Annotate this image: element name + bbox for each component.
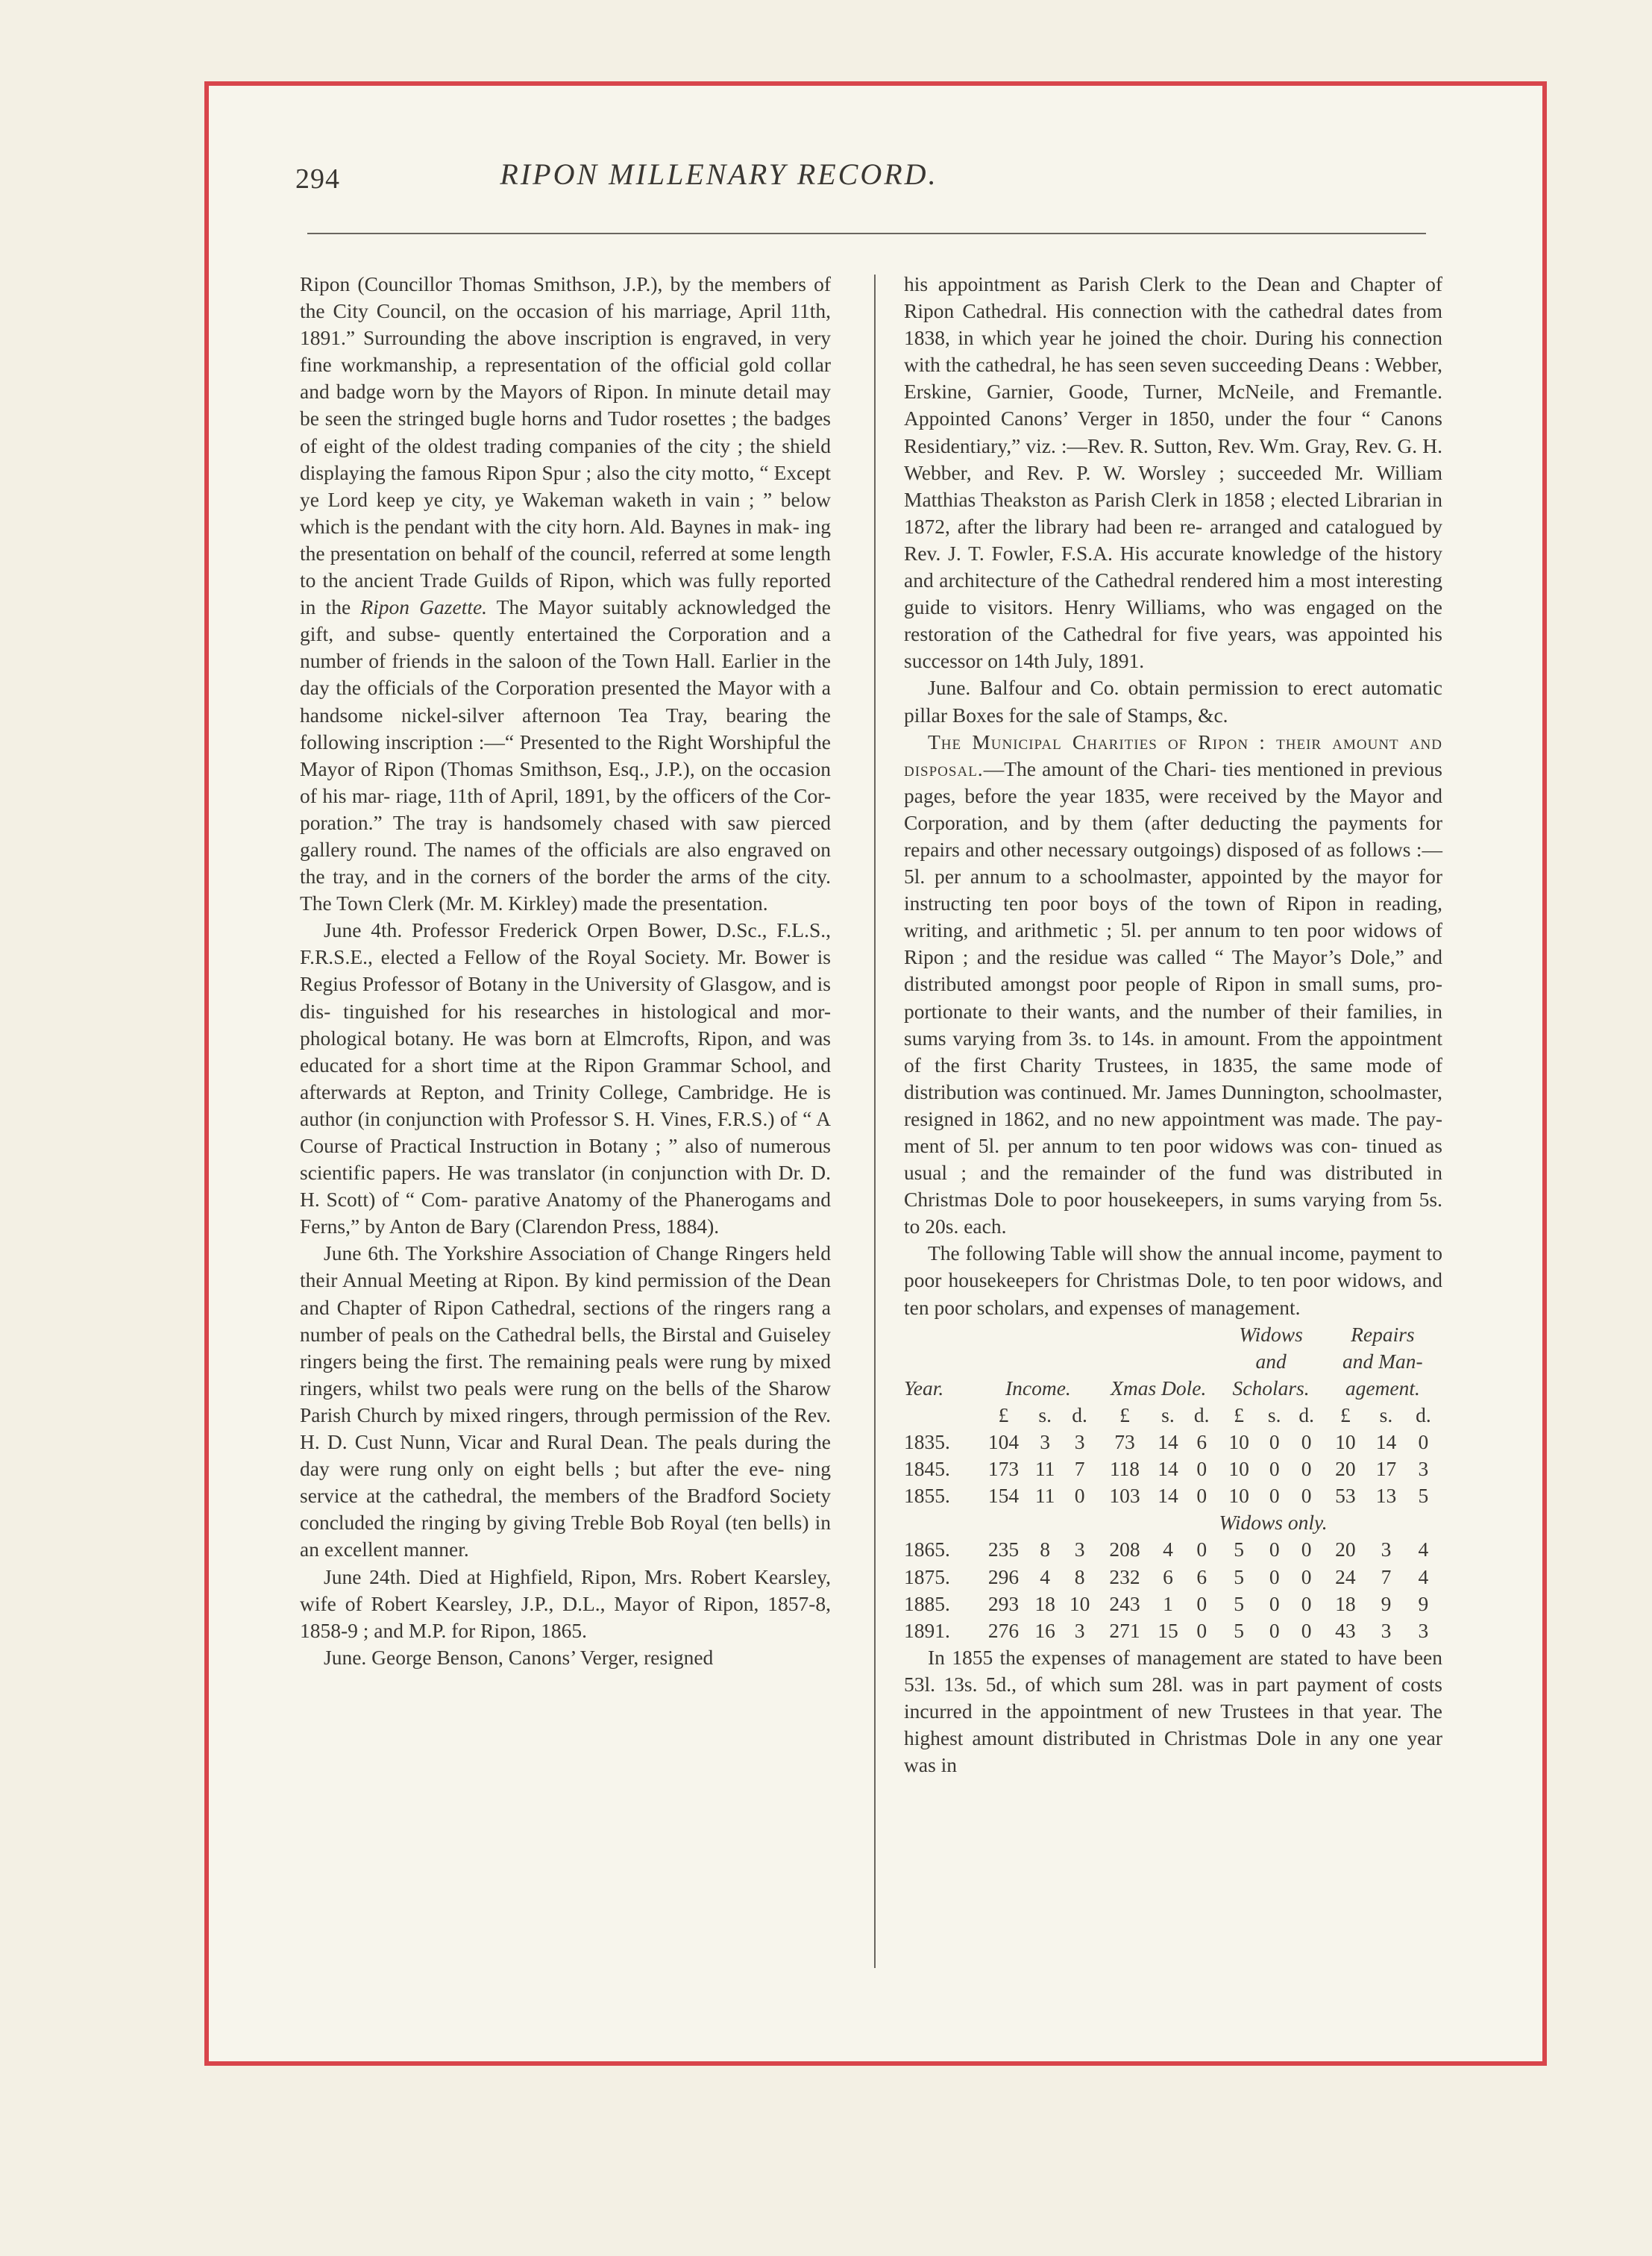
amount-cell: 73 (1114, 1430, 1135, 1454)
left-paragraph: June 24th. Died at Highfield, Ripon, Mrs. Robert Kearsley, wife of Robert Kearsley, J.P., D.L., Mayor of Ripon, 1857-8, 1858-9 ; and M.P. for Ripon, 1865. (300, 1564, 831, 1642)
amount-cell: 118 (1109, 1457, 1140, 1481)
amount-cell: 0 (1269, 1430, 1280, 1454)
amount-cell: 18 (1335, 1591, 1356, 1615)
header-repairs-and: and Man- (1342, 1349, 1423, 1373)
amount-cell: 0 (1196, 1591, 1207, 1615)
unit-cell: £ (1119, 1403, 1130, 1426)
amount-cell: 6 (1163, 1564, 1173, 1588)
amount-cell: 10 (1228, 1457, 1249, 1481)
amount-cell: 7 (1381, 1564, 1392, 1588)
header-scholars: Scholars. (1232, 1376, 1310, 1400)
unit-cell: d. (1072, 1403, 1087, 1426)
amount-cell: 0 (1301, 1484, 1312, 1508)
units-row (904, 1402, 1442, 1429)
amount-cell: 5 (1234, 1538, 1244, 1561)
unit-cell: s. (1379, 1403, 1393, 1426)
amount-cell: 13 (1375, 1484, 1397, 1508)
left-paragraph (300, 271, 831, 917)
amount-cell: 9 (1418, 1591, 1429, 1615)
amount-cell: 15 (1158, 1618, 1178, 1642)
amount-cell: 0 (1196, 1484, 1207, 1508)
amount-cell: 173 (987, 1457, 1020, 1481)
table-row (904, 1536, 1442, 1563)
header-income: Income. (1005, 1376, 1071, 1400)
right-paragraph (904, 729, 1442, 1241)
header-widows-and: and (1255, 1349, 1287, 1373)
amount-cell: 276 (987, 1618, 1020, 1642)
amount-cell: 0 (1269, 1484, 1280, 1508)
charities-table (904, 1321, 1442, 1644)
widows-only-label: Widows only. (1219, 1511, 1328, 1535)
table-header-row (904, 1321, 1442, 1348)
amount-cell: 8 (1074, 1564, 1085, 1588)
year-cell: 1891. (904, 1618, 950, 1642)
gazette-title: Ripon Gazette. (360, 595, 488, 619)
amount-cell: 8 (1040, 1538, 1051, 1561)
amount-cell: 14 (1158, 1484, 1178, 1508)
amount-cell: 5 (1234, 1564, 1244, 1588)
table-row (904, 1591, 1442, 1617)
year-cell: 1885. (904, 1591, 950, 1615)
amount-cell: 1 (1163, 1591, 1173, 1615)
amount-cell: 11 (1034, 1484, 1055, 1508)
year-cell: 1855. (904, 1484, 950, 1508)
section-heading: The Municipal Charities of Ripon : their amount and disposal. (904, 730, 1442, 780)
left-paragraph-text: Ripon (Councillor Thomas Smithson, J.P.), by the members of the City Council, on the occasion of his marriage, April 11th, 1891.” Surrounding the above inscription is engraved, in very fine workmanship, a representation of the official gold collar and badge worn by the Mayors of Ripon. In minute detail may be seen the stringed bugle horns and Tudor rosettes ; the badges of eight of the oldest trading companies of the city ; the shield displaying the famous Ripon Spur ; also the city motto, “ Except ye Lord keep ye city, ye Wakeman waketh in vain ; ” below which is the pendant with the city horn. Ald. Baynes in mak- ing the presentation on behalf of the council, referred at some length to the ancient Trade Guilds of Ripon, which was fully reported in the (300, 272, 831, 619)
table-row (904, 1617, 1442, 1644)
amount-cell: 0 (1196, 1618, 1207, 1642)
amount-cell: 7 (1074, 1457, 1085, 1481)
amount-cell: 0 (1418, 1430, 1429, 1454)
running-title: RIPON MILLENARY RECORD. (500, 157, 938, 191)
amount-cell: 0 (1269, 1591, 1280, 1615)
header-xmas-dole: Xmas Dole. (1111, 1376, 1207, 1400)
amount-cell: 3 (1074, 1538, 1085, 1561)
page-number: 294 (295, 163, 340, 195)
right-paragraph: June. Balfour and Co. obtain permission to erect automatic pillar Boxes for the sale of Stamps, &c. (904, 676, 1442, 727)
amount-cell: 293 (987, 1591, 1020, 1615)
amount-cell: 243 (1109, 1591, 1140, 1615)
unit-cell: s. (1161, 1403, 1175, 1426)
amount-cell: 3 (1074, 1618, 1085, 1642)
amount-cell: 4 (1418, 1538, 1429, 1561)
amount-cell: 0 (1269, 1618, 1280, 1642)
amount-cell: 3 (1381, 1618, 1392, 1642)
right-paragraph: In 1855 the expenses of management are stated to have been 53l. 13s. 5d., of which sum 28l. was in part payment of costs incurred in the appointment of new Trustees in that year. The highest amount distributed in Christmas Dole in any one year was in (904, 1645, 1442, 1777)
amount-cell: 10 (1069, 1591, 1090, 1615)
table-row (904, 1429, 1442, 1456)
amount-cell: 4 (1418, 1564, 1429, 1588)
amount-cell: 11 (1034, 1457, 1055, 1481)
year-cell: 1835. (904, 1430, 950, 1454)
table-header-row (904, 1375, 1442, 1402)
right-paragraph-text: —The amount of the Chari- ties mentioned in previous pages, before the year 1835, were received by the Mayor and Corporation, and by them (after deducting the payments for repairs and other necessary outgoings) disposed of as follows :— 5l. per annum to a schoolmaster, appointed by the mayor for instructing ten poor boys of the town of Ripon in reading, writing, and arithmetic ; 5l. per annum to ten poor widows of Ripon ; and the residue was called “ The Mayor’s Dole,” and distributed amongst poor people of Ripon in small sums, pro- portionate to their wants, and the number of their families, in sums varying from 3s. to 14s. in amount. From the appointment of the first Charity Trustees, in 1835, the same mode of distribution was continued. Mr. James Dunnington, schoolmaster, resigned in 1862, and no new appointment was made. The pay- ment of 5l. per annum to ten poor widows was con- tinued as usual ; and the remainder of the fund was distributed in Christmas Dole to poor housekeepers, in sums varying from 5s. to 20s. each. (904, 756, 1442, 1238)
header-widows: Widows (1239, 1322, 1303, 1346)
amount-cell: 3 (1418, 1618, 1429, 1642)
amount-cell: 235 (987, 1538, 1020, 1561)
amount-cell: 103 (1109, 1484, 1140, 1508)
amount-cell: 0 (1074, 1484, 1085, 1508)
amount-cell: 3 (1074, 1430, 1085, 1454)
unit-cell: s. (1038, 1403, 1052, 1426)
amount-cell: 10 (1335, 1430, 1356, 1454)
header-year: Year. (904, 1376, 944, 1400)
table-row (904, 1564, 1442, 1591)
amount-cell: 5 (1234, 1618, 1244, 1642)
unit-cell: s. (1267, 1403, 1281, 1426)
amount-cell: 0 (1301, 1564, 1312, 1588)
header-repairs: Repairs (1351, 1322, 1415, 1346)
year-cell: 1845. (904, 1457, 950, 1481)
amount-cell: 16 (1034, 1618, 1055, 1642)
unit-cell: £ (998, 1403, 1009, 1426)
amount-cell: 4 (1163, 1538, 1173, 1561)
amount-cell: 53 (1335, 1484, 1356, 1508)
amount-cell: 104 (987, 1430, 1020, 1454)
amount-cell: 271 (1109, 1618, 1140, 1642)
amount-cell: 232 (1109, 1564, 1140, 1588)
amount-cell: 3 (1381, 1538, 1392, 1561)
amount-cell: 6 (1196, 1564, 1207, 1588)
amount-cell: 0 (1301, 1618, 1312, 1642)
table-row (904, 1456, 1442, 1482)
amount-cell: 208 (1109, 1538, 1140, 1561)
amount-cell: 6 (1196, 1430, 1207, 1454)
amount-cell: 5 (1234, 1591, 1244, 1615)
year-cell: 1875. (904, 1564, 950, 1588)
left-paragraph-text: The Mayor suitably acknowledged the gift, and subse- quently entertained the Corporation and a number of friends in the saloon of the Town Hall. Earlier in the day the officials of the Corporation presented the Mayor with a handsome nickel-silver afternoon Tea Tray, bearing the following inscription :—“ Presented to the Right Worshipful the Mayor of Ripon (Thomas Smithson, Esq., J.P.), on the occasion of his mar- riage, 11th of April, 1891, by the officers of the Cor- poration.” The tray is handsomely chased with saw pierced gallery round. The names of the officials are also engraved on the tray, and in the corners of the border the arms of the city. The Town Clerk (Mr. M. Kirkley) made the presentation. (300, 595, 831, 915)
left-paragraph: June 6th. The Yorkshire Association of Change Ringers held their Annual Meeting at Ripon. By kind permission of the Dean and Chapter of Ripon Cathedral, sections of the ringers rang a number of peals on the Cathedral bells, the Birstal and Guiseley ringers being the first. The remaining peals were rung by mixed ringers, whilst two peals were rung on the bells of the Sharow Parish Church by mixed ringers, through permission of the Rev. H. D. Cust Nunn, Vicar and Rural Dean. The peals during the day were rung only on eight bells ; but after the eve- ning service at the cathedral, the members of the Bradford Society concluded the ringing by giving Treble Bob Royal (ten bells) in an excellent manner. (300, 1241, 831, 1561)
amount-cell: 0 (1301, 1538, 1312, 1561)
left-paragraph: June. George Benson, Canons’ Verger, resigned (324, 1645, 714, 1669)
left-paragraph: June 4th. Professor Frederick Orpen Bower, D.Sc., F.L.S., F.R.S.E., elected a Fellow of the Royal Society. Mr. Bower is Regius Professor of Botany in the University of Glasgow, and is dis- tinguished for his researches in histological and mor- phological botany. He was born at Elmcrofts, Ripon, and was educated for a short time at the Ripon Grammar School, and afterwards at Repton, and Trinity College, Cambridge. He is author (in conjunction with Professor S. H. Vines, F.R.S.) of “ A Course of Practical Instruction in Botany ; ” also of numerous scientific papers. He was translator (in conjunction with Dr. D. H. Scott) of “ Com- parative Anatomy of the Phanerogams and Ferns,” by Anton de Bary (Clarendon Press, 1884). (300, 918, 831, 1238)
amount-cell: 24 (1335, 1564, 1356, 1588)
amount-cell: 20 (1335, 1457, 1356, 1481)
amount-cell: 3 (1040, 1430, 1051, 1454)
amount-cell: 0 (1301, 1591, 1312, 1615)
amount-cell: 20 (1335, 1538, 1356, 1561)
amount-cell: 4 (1040, 1564, 1051, 1588)
widows-only-row (904, 1509, 1442, 1536)
unit-cell: £ (1234, 1403, 1244, 1426)
amount-cell: 14 (1375, 1430, 1397, 1454)
amount-cell: 0 (1301, 1457, 1312, 1481)
column-divider (874, 275, 876, 1968)
amount-cell: 5 (1418, 1484, 1429, 1508)
header-rule (307, 233, 1426, 234)
year-cell: 1865. (904, 1538, 950, 1561)
amount-cell: 18 (1034, 1591, 1055, 1615)
unit-cell: d. (1193, 1403, 1210, 1426)
amount-cell: 0 (1269, 1457, 1280, 1481)
amount-cell: 10 (1228, 1430, 1249, 1454)
amount-cell: 0 (1196, 1538, 1207, 1561)
page-header (295, 157, 1143, 209)
header-management: agement. (1345, 1376, 1420, 1400)
amount-cell: 0 (1269, 1538, 1280, 1561)
right-paragraph: his appointment as Parish Clerk to the Dean and Chapter of Ripon Cathedral. His connection with the cathedral dates from 1838, in which year he joined the choir. During his connection with the cathedral, he has seen seven succeeding Deans : Webber, Erskine, Garnier, Goode, Turner, McNeile, and Fremantle. Appointed Canons’ Verger in 1850, under the four “ Canons Residentiary,” viz. :—Rev. R. Sutton, Rev. Wm. Gray, Rev. G. H. Webber, and Rev. P. W. Worsley ; succeeded Mr. William Matthias Theakston as Parish Clerk in 1858 ; elected Librarian in 1872, after the library had been re- arranged and catalogued by Rev. J. T. Fowler, F.S.A. His accurate knowledge of the history and architecture of the Cathedral rendered him a most interesting guide to visitors. Henry Williams, who was engaged on the restoration of the Cathedral for five years, was appointed his successor on 14th July, 1891. (904, 272, 1442, 673)
amount-cell: 17 (1375, 1457, 1397, 1481)
unit-cell: £ (1340, 1403, 1351, 1426)
amount-cell: 10 (1228, 1484, 1249, 1508)
amount-cell: 0 (1301, 1430, 1312, 1454)
unit-cell: d. (1416, 1403, 1431, 1426)
amount-cell: 14 (1158, 1430, 1178, 1454)
right-column (904, 271, 1442, 1779)
right-paragraph: The following Table will show the annual income, payment to poor housekeepers for Christmas Dole, to ten poor widows, and ten poor scholars, and expenses of management. (904, 1241, 1442, 1319)
amount-cell: 43 (1335, 1618, 1356, 1642)
table-header-row (904, 1348, 1442, 1375)
amount-cell: 296 (987, 1564, 1020, 1588)
table-row (904, 1482, 1442, 1509)
amount-cell: 0 (1196, 1457, 1207, 1481)
amount-cell: 0 (1269, 1564, 1280, 1588)
left-column (300, 271, 831, 1671)
amount-cell: 14 (1158, 1457, 1178, 1481)
amount-cell: 3 (1418, 1457, 1429, 1481)
amount-cell: 154 (987, 1484, 1020, 1508)
unit-cell: d. (1298, 1403, 1314, 1426)
amount-cell: 9 (1381, 1591, 1392, 1615)
